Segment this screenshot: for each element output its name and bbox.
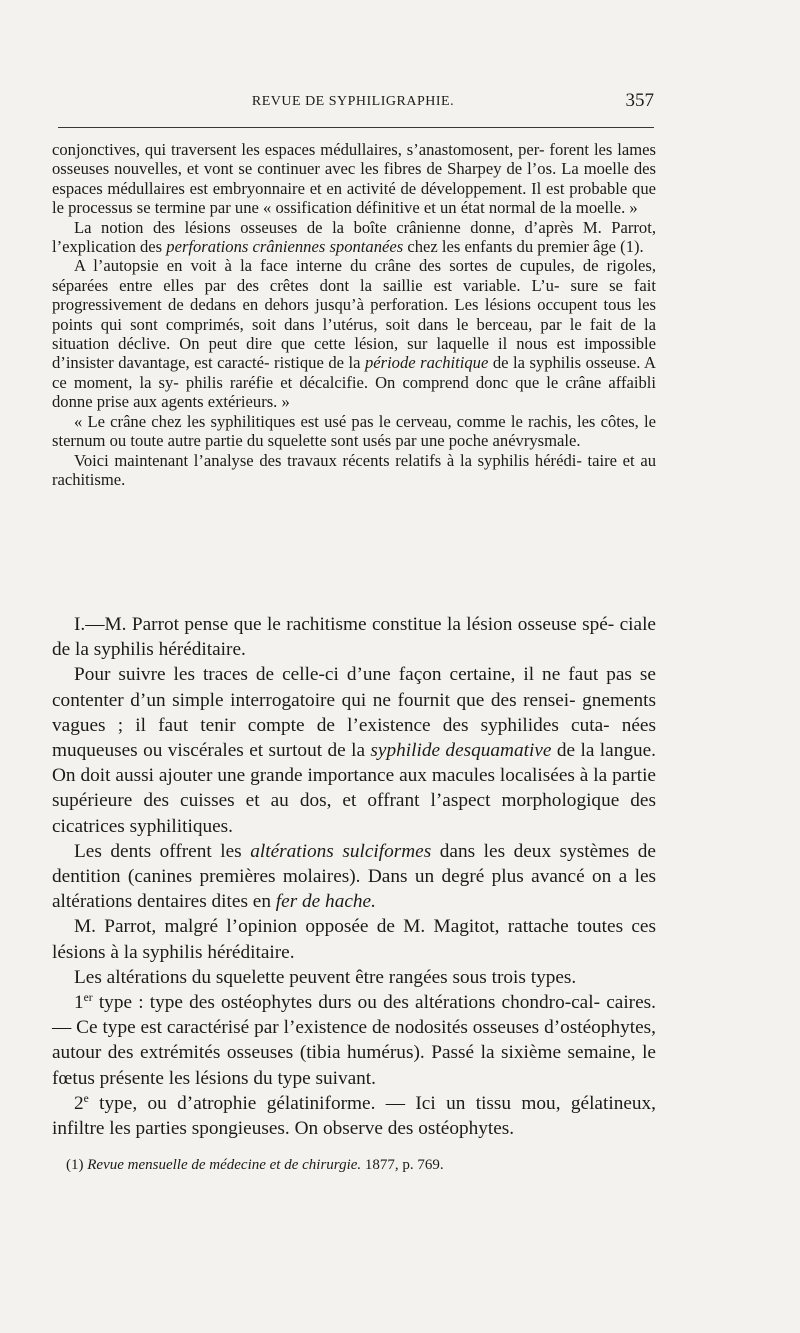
italic-term: perforations crâniennes spontanées bbox=[166, 237, 404, 257]
footnote: (1) Revue mensuelle de médecine et de chirurgie. 1877, p. 769. bbox=[66, 1157, 444, 1173]
main-section bbox=[52, 612, 656, 1141]
italic-term: fer de hache. bbox=[275, 891, 376, 913]
main-paragraph-7: 2e type, ou d’atrophie gélatiniforme. — Ici un tissu mou, gélatineux, infiltre les parties spongieuses. On observe des ostéophytes. bbox=[52, 1091, 656, 1140]
page-header bbox=[52, 90, 654, 114]
italic-term: syphilide desquamative bbox=[370, 740, 552, 762]
italic-term: période rachitique bbox=[364, 353, 489, 373]
main-paragraph-2: Pour suivre les traces de celle-ci d’une façon certaine, il ne faut pas se contenter d’un simple interrogatoire qui ne fournit que des rensei- gnements vagues ; il faut tenir compte de l’existence des syphilides cuta- nées muqueuses ou viscérales et surtout de la syphilide desquamative de la langue. On doit aussi ajouter une grande importance aux macules localisées à la partie supérieure des cuisses et au dos, et offrant l’aspect morphologique des cicatrices syphilitiques. bbox=[52, 664, 656, 837]
quote-paragraph-3: A l’autopsie en voit à la face interne du crâne des sortes de cupules, de rigoles, séparées entre elles par des crêtes dont la saillie est variable. L’u- sure se fait progressivement de dedans en dehors jusqu’à perforation. Les lésions occupent tous les points qui sont comprimés, soit dans l’utérus, soit dans le berceau, par le fait de la situation déclive. On peut dire que cette lésion, sur laquelle il nous est impossible d’insister davantage, est caracté- ristique de la période rachitique de la syphilis osseuse. A ce moment, la sy- philis raréfie et décalcifie. On comprend donc que le crâne affaibli donne prise aux agents extérieurs. » bbox=[52, 256, 656, 412]
running-title: REVUE DE SYPHILIGRAPHIE. bbox=[251, 94, 455, 109]
main-paragraph-6: 1er type : type des ostéophytes durs ou des altérations chondro-cal- caires. — Ce type est caractérisé par l’existence de nodosités osseuses d’ostéophytes, autour des extrémités osseuses (tibia humérus). Passé la sixième semaine, le fœtus présente les lésions du type suivant. bbox=[52, 991, 656, 1089]
quote-paragraph-4: « Le crâne chez les syphilitiques est usé pas le cerveau, comme le rachis, les côtes, le sternum ou toute autre partie du squelette sont usés par une poche anévrysmale. bbox=[52, 411, 656, 451]
italic-term: altérations sulciformes bbox=[250, 840, 432, 862]
main-paragraph-1: I.—M. Parrot pense que le rachitisme constitue la lésion osseuse spé- ciale de la syphilis héréditaire. bbox=[52, 614, 656, 661]
quote-paragraph-1: conjonctives, qui traversent les espaces médullaires, s’anastomosent, per- forent les lames osseuses nouvelles, et vont se continuer avec les fibres de Sharpey de l’os. La moelle des espaces médullaires est embryonnaire et en activité de développement. Il est probable que le processus se termine par une « ossification définitive et un état normal de la moelle. » bbox=[52, 140, 656, 218]
main-paragraph-5: Les altérations du squelette peuvent être rangées sous trois types. bbox=[74, 966, 577, 988]
footnote-source: Revue mensuelle de médecine et de chirurgie. bbox=[87, 1157, 362, 1173]
main-paragraph-3: Les dents offrent les altérations sulciformes dans les deux systèmes de dentition (canines premières molaires). Dans un degré plus avancé on a les altérations dentaires dites en fer de hache. bbox=[52, 840, 656, 913]
quote-paragraph-5: Voici maintenant l’analyse des travaux récents relatifs à la syphilis hérédi- taire et au rachitisme. bbox=[52, 450, 656, 489]
quote-paragraph-2: La notion des lésions osseuses de la boîte crânienne donne, d’après M. Parrot, l’explication des perforations crâniennes spontanées chez les enfants du premier âge (1). bbox=[52, 217, 656, 257]
main-paragraph-4: M. Parrot, malgré l’opinion opposée de M. Magitot, rattache toutes ces lésions à la syphilis héréditaire. bbox=[52, 916, 656, 963]
header-rule bbox=[58, 127, 654, 128]
quote-section bbox=[52, 140, 656, 489]
page-number: 357 bbox=[625, 90, 654, 111]
